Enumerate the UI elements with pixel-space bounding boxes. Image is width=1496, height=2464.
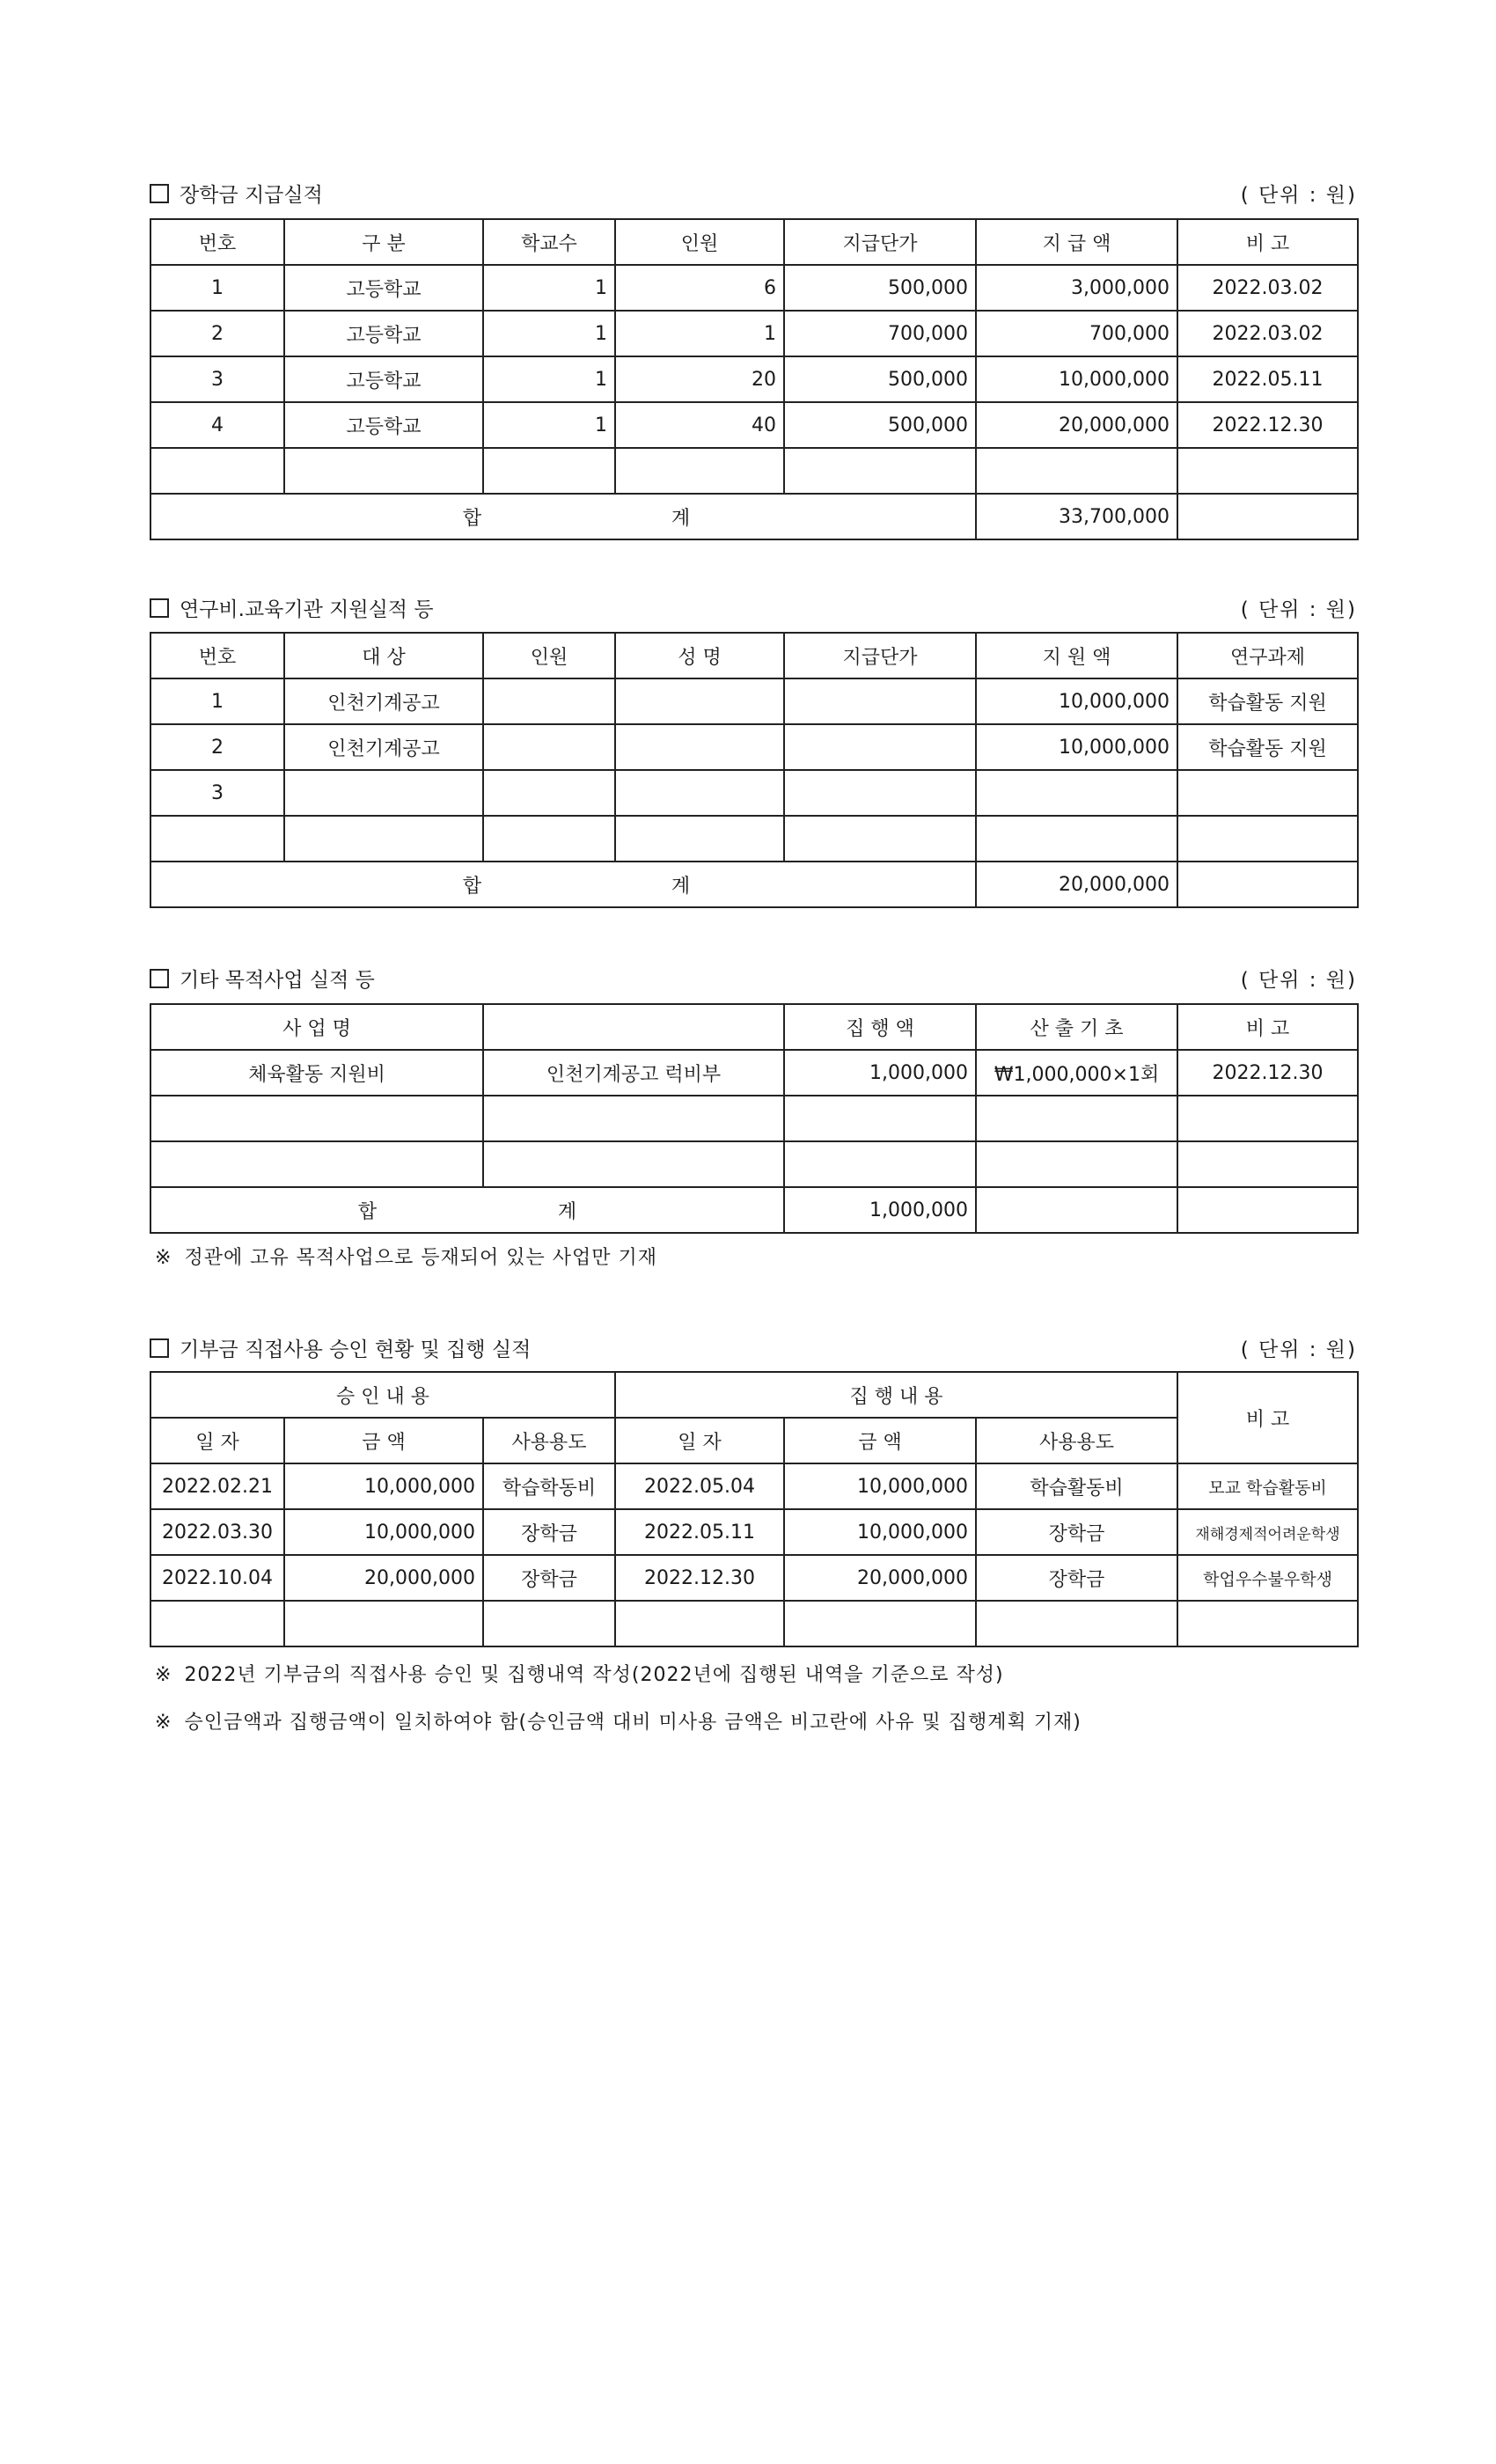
total-row	[150, 1187, 1358, 1233]
table-header-row	[150, 1418, 1358, 1463]
cell-project: 학습활동 지원	[1177, 678, 1358, 724]
header-cell: 비 고	[1177, 1004, 1358, 1050]
cell-amount: 1,000,000	[784, 1050, 976, 1096]
table-row	[150, 311, 1358, 356]
cell-approval-amount: 10,000,000	[284, 1463, 483, 1509]
total-label	[150, 494, 976, 539]
cell-amount: 10,000,000	[976, 678, 1177, 724]
cell-approval-use: 학습학동비	[483, 1463, 615, 1509]
cell-note: 2022.12.30	[1177, 402, 1358, 448]
table-row	[150, 1555, 1358, 1601]
cell-unit-price: 500,000	[784, 402, 976, 448]
cell-type: 고등학교	[284, 402, 483, 448]
total-label-2: 계	[557, 1200, 577, 1223]
total-amount: 33,700,000	[976, 494, 1177, 539]
header-cell: 금 액	[284, 1418, 483, 1463]
cell-no: 1	[150, 265, 284, 311]
total-row	[150, 862, 1358, 907]
table-row	[150, 356, 1358, 402]
table-row-empty	[150, 1141, 1358, 1187]
checkbox-square-icon	[150, 184, 169, 203]
cell-schools: 1	[483, 311, 615, 356]
cell-execution-amount: 10,000,000	[784, 1463, 976, 1509]
cell-amount: 3,000,000	[976, 265, 1177, 311]
cell-approval-use: 장학금	[483, 1509, 615, 1555]
other-unit: ( 단위 : 원)	[1240, 968, 1357, 992]
cell-type: 고등학교	[284, 311, 483, 356]
donation-footnote-1	[155, 1660, 1004, 1687]
cell-schools: 1	[483, 356, 615, 402]
group-header-approval: 승 인 내 용	[150, 1372, 615, 1418]
header-cell: 사용용도	[483, 1418, 615, 1463]
cell-name	[615, 770, 784, 816]
cell-note: 2022.03.02	[1177, 265, 1358, 311]
scholarship-table	[150, 218, 1359, 540]
table-header-row	[150, 633, 1358, 678]
total-amount: 20,000,000	[976, 862, 1177, 907]
header-cell: 산 출 기 초	[976, 1004, 1177, 1050]
cell-type: 고등학교	[284, 356, 483, 402]
cell-people	[483, 724, 615, 770]
header-cell: 지급단가	[784, 633, 976, 678]
cell-unit-price	[784, 724, 976, 770]
cell-approval-amount: 20,000,000	[284, 1555, 483, 1601]
header-cell: 집 행 액	[784, 1004, 976, 1050]
table-row-empty	[150, 1096, 1358, 1141]
cell-approval-amount: 10,000,000	[284, 1509, 483, 1555]
cell-note: 2022.03.02	[1177, 311, 1358, 356]
reference-mark: ※	[155, 1247, 172, 1269]
header-cell: 번호	[150, 633, 284, 678]
cell-note: 학업우수불우학생	[1177, 1555, 1358, 1601]
total-amount: 1,000,000	[784, 1187, 976, 1233]
total-label-1: 합	[462, 875, 482, 898]
reference-mark: ※	[155, 1664, 172, 1686]
header-cell: 지 급 액	[976, 219, 1177, 265]
cell-note: 2022.05.11	[1177, 356, 1358, 402]
cell-approval-date: 2022.02.21	[150, 1463, 284, 1509]
table-row	[150, 265, 1358, 311]
header-cell: 사 업 명	[150, 1004, 483, 1050]
cell-people	[483, 678, 615, 724]
group-header-execution: 집 행 내 용	[615, 1372, 1177, 1418]
donation-section-header	[150, 1332, 1357, 1362]
total-label-1: 합	[462, 507, 482, 530]
header-cell: 사용용도	[976, 1418, 1177, 1463]
table-row	[150, 770, 1358, 816]
donation-title-wrap	[150, 1333, 531, 1362]
header-cell: 번호	[150, 219, 284, 265]
total-label	[150, 862, 976, 907]
cell-unit-price	[784, 770, 976, 816]
donation-table	[150, 1371, 1359, 1647]
cell-execution-use: 학습활동비	[976, 1463, 1177, 1509]
cell-type: 고등학교	[284, 265, 483, 311]
header-cell: 지급단가	[784, 219, 976, 265]
table-header-row	[150, 219, 1358, 265]
cell-execution-date: 2022.05.04	[615, 1463, 784, 1509]
cell-amount: 700,000	[976, 311, 1177, 356]
header-cell: 구 분	[284, 219, 483, 265]
cell-no: 1	[150, 678, 284, 724]
checkbox-square-icon	[150, 1338, 169, 1358]
table-row-empty	[150, 816, 1358, 862]
table-row	[150, 1463, 1358, 1509]
total-label	[150, 1187, 784, 1233]
cell-people	[483, 770, 615, 816]
research-title-wrap	[150, 593, 434, 622]
research-section-header	[150, 592, 1357, 622]
cell-detail: 인천기계공고 럭비부	[483, 1050, 784, 1096]
cell-execution-use: 장학금	[976, 1555, 1177, 1601]
cell-people: 40	[615, 402, 784, 448]
cell-schools: 1	[483, 265, 615, 311]
table-group-header-row	[150, 1372, 1358, 1418]
cell-execution-date: 2022.05.11	[615, 1509, 784, 1555]
research-table	[150, 632, 1359, 908]
cell-people: 20	[615, 356, 784, 402]
table-row-empty	[150, 1601, 1358, 1646]
cell-name	[615, 678, 784, 724]
table-row	[150, 402, 1358, 448]
table-row	[150, 724, 1358, 770]
cell-name	[615, 724, 784, 770]
table-row	[150, 1509, 1358, 1555]
cell-amount	[976, 770, 1177, 816]
donation-footnote-2-text: 승인금액과 집행금액이 일치하여야 함(승인금액 대비 미사용 금액은 비고란에 사유 및 집행계획 기재)	[184, 1712, 1082, 1734]
header-cell: 지 원 액	[976, 633, 1177, 678]
other-title: 기타 목적사업 실적 등	[180, 968, 375, 992]
cell-unit-price	[784, 678, 976, 724]
header-cell: 금 액	[784, 1418, 976, 1463]
table-header-row	[150, 1004, 1358, 1050]
donation-unit: ( 단위 : 원)	[1240, 1338, 1357, 1361]
cell-approval-date: 2022.10.04	[150, 1555, 284, 1601]
donation-footnote-1-text: 2022년 기부금의 직접사용 승인 및 집행내역 작성(2022년에 집행된 내역을 기준으로 작성)	[184, 1664, 1004, 1686]
research-unit: ( 단위 : 원)	[1240, 598, 1357, 621]
cell-no: 4	[150, 402, 284, 448]
cell-project: 학습활동 지원	[1177, 724, 1358, 770]
header-cell: 인원	[615, 219, 784, 265]
total-label-2: 계	[671, 507, 691, 530]
checkbox-square-icon	[150, 598, 169, 618]
cell-amount: 10,000,000	[976, 356, 1177, 402]
cell-execution-amount: 20,000,000	[784, 1555, 976, 1601]
donation-footnote-2	[155, 1707, 1082, 1734]
header-note: 비 고	[1177, 1372, 1358, 1463]
cell-no: 2	[150, 724, 284, 770]
header-cell: 비 고	[1177, 219, 1358, 265]
other-title-wrap	[150, 964, 375, 993]
cell-unit-price: 700,000	[784, 311, 976, 356]
table-row-empty	[150, 448, 1358, 494]
cell-approval-use: 장학금	[483, 1555, 615, 1601]
cell-basis: ₩1,000,000×1회	[976, 1050, 1177, 1096]
cell-no: 3	[150, 770, 284, 816]
header-cell: 일 자	[150, 1418, 284, 1463]
header-cell: 성 명	[615, 633, 784, 678]
cell-execution-date: 2022.12.30	[615, 1555, 784, 1601]
table-row	[150, 1050, 1358, 1096]
cell-target: 인천기계공고	[284, 724, 483, 770]
scholarship-title-wrap	[150, 179, 323, 208]
header-cell	[483, 1004, 784, 1050]
cell-amount: 10,000,000	[976, 724, 1177, 770]
cell-amount: 20,000,000	[976, 402, 1177, 448]
header-cell: 일 자	[615, 1418, 784, 1463]
other-table	[150, 1003, 1359, 1234]
donation-title: 기부금 직접사용 승인 현황 및 집행 실적	[180, 1338, 532, 1361]
total-label-1: 합	[357, 1200, 378, 1223]
table-row	[150, 678, 1358, 724]
scholarship-section-header	[150, 178, 1357, 208]
header-cell: 대 상	[284, 633, 483, 678]
other-footnote-text: 정관에 고유 목적사업으로 등재되어 있는 사업만 기재	[184, 1247, 657, 1269]
cell-execution-amount: 10,000,000	[784, 1509, 976, 1555]
cell-target	[284, 770, 483, 816]
scholarship-unit: ( 단위 : 원)	[1240, 183, 1357, 207]
cell-target: 인천기계공고	[284, 678, 483, 724]
cell-unit-price: 500,000	[784, 265, 976, 311]
total-row	[150, 494, 1358, 539]
other-section-header	[150, 963, 1357, 993]
cell-note: 모교 학습활동비	[1177, 1463, 1358, 1509]
cell-note: 2022.12.30	[1177, 1050, 1358, 1096]
cell-execution-use: 장학금	[976, 1509, 1177, 1555]
other-footnote	[155, 1243, 657, 1270]
scholarship-title: 장학금 지급실적	[180, 183, 323, 207]
cell-people: 6	[615, 265, 784, 311]
header-cell: 학교수	[483, 219, 615, 265]
cell-approval-date: 2022.03.30	[150, 1509, 284, 1555]
cell-no: 3	[150, 356, 284, 402]
cell-project	[1177, 770, 1358, 816]
total-label-2: 계	[671, 875, 691, 898]
cell-people: 1	[615, 311, 784, 356]
cell-note: 재해경제적어려운학생	[1177, 1509, 1358, 1555]
header-cell: 인원	[483, 633, 615, 678]
cell-unit-price: 500,000	[784, 356, 976, 402]
header-cell: 연구과제	[1177, 633, 1358, 678]
reference-mark: ※	[155, 1712, 172, 1734]
cell-no: 2	[150, 311, 284, 356]
checkbox-square-icon	[150, 969, 169, 988]
research-title: 연구비.교육기관 지원실적 등	[180, 598, 434, 621]
cell-schools: 1	[483, 402, 615, 448]
cell-project-name: 체육활동 지원비	[150, 1050, 483, 1096]
